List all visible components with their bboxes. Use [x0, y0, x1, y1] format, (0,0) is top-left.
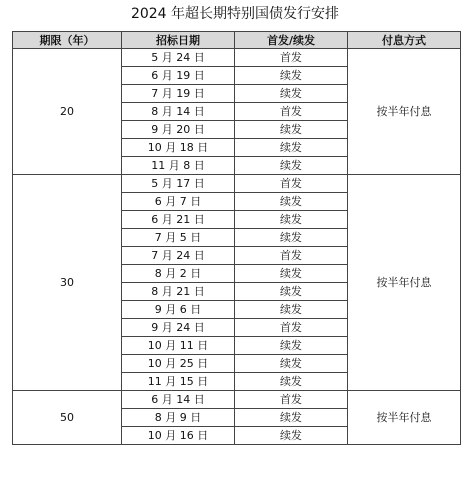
date-cell: 10 月 16 日 [122, 427, 235, 445]
issue-type-cell: 续发 [235, 427, 348, 445]
date-cell: 8 月 9 日 [122, 409, 235, 427]
table-row [13, 49, 461, 67]
bond-schedule-table [12, 31, 461, 445]
issue-type-cell: 续发 [235, 409, 348, 427]
issue-type-cell: 续发 [235, 337, 348, 355]
issue-type-cell: 首发 [235, 391, 348, 409]
date-cell: 11 月 15 日 [122, 373, 235, 391]
issue-type-cell: 续发 [235, 283, 348, 301]
issue-type-cell: 续发 [235, 193, 348, 211]
date-cell: 9 月 6 日 [122, 301, 235, 319]
issue-type-cell: 首发 [235, 175, 348, 193]
issue-type-cell: 续发 [235, 229, 348, 247]
issue-type-cell: 首发 [235, 49, 348, 67]
date-cell: 7 月 24 日 [122, 247, 235, 265]
header-date: 招标日期 [122, 32, 235, 49]
date-cell: 8 月 14 日 [122, 103, 235, 121]
header-method: 付息方式 [348, 32, 461, 49]
date-cell: 5 月 17 日 [122, 175, 235, 193]
issue-type-cell: 续发 [235, 67, 348, 85]
interest-method-cell: 按半年付息 [348, 391, 461, 445]
issue-type-cell: 首发 [235, 247, 348, 265]
date-cell: 6 月 21 日 [122, 211, 235, 229]
issue-type-cell: 首发 [235, 319, 348, 337]
issue-type-cell: 续发 [235, 355, 348, 373]
date-cell: 7 月 19 日 [122, 85, 235, 103]
date-cell: 10 月 25 日 [122, 355, 235, 373]
term-cell: 50 [13, 391, 122, 445]
date-cell: 6 月 7 日 [122, 193, 235, 211]
date-cell: 6 月 14 日 [122, 391, 235, 409]
issue-type-cell: 续发 [235, 157, 348, 175]
term-cell: 30 [13, 175, 122, 391]
date-cell: 6 月 19 日 [122, 67, 235, 85]
header-term: 期限（年） [13, 32, 122, 49]
issue-type-cell: 续发 [235, 373, 348, 391]
table-body [13, 49, 461, 445]
issue-type-cell: 续发 [235, 139, 348, 157]
header-type: 首发/续发 [235, 32, 348, 49]
term-cell: 20 [13, 49, 122, 175]
issue-type-cell: 续发 [235, 211, 348, 229]
issue-type-cell: 续发 [235, 85, 348, 103]
issue-type-cell: 续发 [235, 301, 348, 319]
date-cell: 8 月 21 日 [122, 283, 235, 301]
date-cell: 9 月 20 日 [122, 121, 235, 139]
date-cell: 11 月 8 日 [122, 157, 235, 175]
document-title: 2024 年超长期特别国债发行安排 [130, 6, 340, 22]
issue-type-cell: 续发 [235, 265, 348, 283]
date-cell: 9 月 24 日 [122, 319, 235, 337]
date-cell: 5 月 24 日 [122, 49, 235, 67]
issue-type-cell: 首发 [235, 103, 348, 121]
issue-type-cell: 续发 [235, 121, 348, 139]
date-cell: 10 月 18 日 [122, 139, 235, 157]
table-row [13, 175, 461, 193]
interest-method-cell: 按半年付息 [348, 49, 461, 175]
table-header-row [13, 32, 461, 49]
interest-method-cell: 按半年付息 [348, 175, 461, 391]
date-cell: 7 月 5 日 [122, 229, 235, 247]
table-row [13, 391, 461, 409]
date-cell: 10 月 11 日 [122, 337, 235, 355]
date-cell: 8 月 2 日 [122, 265, 235, 283]
